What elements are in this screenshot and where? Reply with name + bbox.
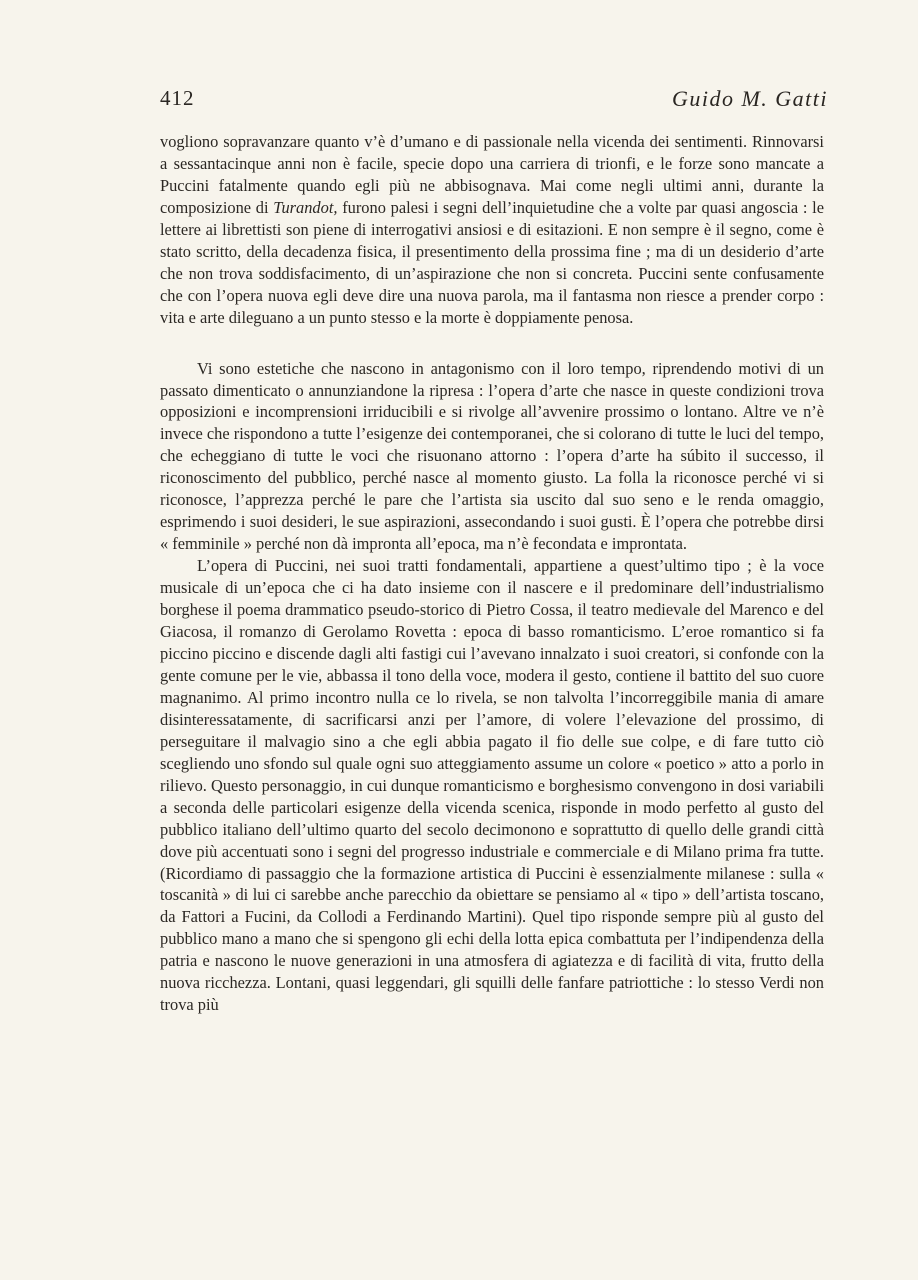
paragraph-1-text: vogliono sopravanzare quanto v’è d’umano e di passionale nella vicenda dei sentimenti. Rinnovarsi a sessantacinque anni non è facile, specie dopo una carriera di trionfi, e le forze sono mancate a Puccini fatalmente quando egli più ne abbisognava. Mai come negli ultimi anni, durante la composizione di <box>160 132 824 217</box>
paragraph-2: Vi sono estetiche che nascono in antagonismo con il loro tempo, riprendendo motivi di un passato dimenticato o annunziandone la ripresa : l’opera d’arte che nasce in queste condizioni trova opposizioni e incomprensioni irriducibili e si rivolge all’avvenire prossimo o lontano. Altre ve n’è invece che rispondono a tutte l’esigenze dei contemporanei, che si colorano di tutte le luci del tempo, che echeggiano di tutte le voci che risuonano attorno : l’opera d’arte ha súbito il successo, il riconoscimento del pubblico, perché nasce al momento giusto. La folla la riconosce perché vi si riconosce, l’apprezza perché le pare che l’artista sia uscito dal suo seno e le renda omaggio, esprimendo i suoi desideri, le sue aspirazioni, assecondando i suoi gusti. È l’opera che potrebbe dirsi « femminile » perché non dà impronta all’epoca, ma n’è fecondata e improntata. <box>160 358 824 554</box>
body-text <box>160 131 824 1016</box>
paragraph-1-text-continued: furono palesi i segni dell’inquietudine che a volte par quasi angoscia : le lettere ai librettisti son piene di interrogativi ansiosi e di esitazioni. E non sempre è il segno, come è stato scritto, della decadenza fisica, il presentimento della prossima fine ; ma di un desiderio d’arte che non trova soddisfacimento, di un’aspirazione che non si concreta. Puccini sente confusamente che con l’opera nuova egli deve dire una nuova parola, ma il fantasma non riesce a prender corpo : vita e arte dileguano a un punto stesso e la morte è doppiamente penosa. <box>160 197 825 327</box>
page-number: 412 <box>160 86 195 110</box>
running-head: Guido M. Gatti <box>671 86 828 111</box>
paragraph-3: L’opera di Puccini, nei suoi tratti fondamentali, appartiene a quest’ultimo tipo ; è la voce musicale di un’epoca che ci ha dato insieme con il nascere e il predominare dell’industrialismo borghese il poema drammatico pseudo-storico di Pietro Cossa, il teatro medievale del Marenco e del Giacosa, il romanzo di Gerolamo Rovetta : epoca di basso romanticismo. L’eroe romantico si fa piccino piccino e discende dagli alti fastigi cui l’avevano innalzato i suoi creatori, si confonde con la gente comune per le vie, abbassa il tono della voce, modera il gesto, contiene il battito del suo cuore magnanimo. Al primo incontro nulla ce lo rivela, se non talvolta l’incorreggibile mania di amare disinteressatamente, di sacrificarsi anzi per l’amore, di volere l’elevazione del prossimo, di perseguitare il malvagio sino a che egli abbia pagato il fio delle sue colpe, e di fare tutto ciò scegliendo uno sfondo sul quale ogni suo atteggiamento assume un colore « poetico » atto a porlo in rilievo. Questo personaggio, in cui dunque romanticismo e borghesismo convengono in dosi variabili a seconda delle particolari esigenze della vicenda scenica, risponde in modo perfetto al gusto del pubblico italiano dell’ultimo quarto del secolo decimonono e soprattutto di quello delle grandi città dove più accentuati sono i segni del progresso industriale e commerciale e di Milano prima fra tutte. (Ricordiamo di passaggio che la formazione artistica di Puccini è essenzialmente milanese : sulla « toscanità » di lui ci sarebbe anche parecchio da obiettare se pensiamo al « tipo » dell’artista toscano, da Fattori a Fucini, da Collodi a Ferdinando Martini). Quel tipo risponde sempre più al gusto del pubblico mano a mano che si spengono gli echi della lotta epica combattuta per l’indipendenza della patria e nascono le nuove generazioni in una atmosfera di agiatezza e di facilità di vita, frutto della nuova ricchezza. Lontani, quasi leggendari, gli squilli delle fanfare patriottiche : lo stesso Verdi non trova più <box>160 556 824 1015</box>
page-header <box>160 84 828 118</box>
paragraph-1 <box>160 131 824 329</box>
opera-title: Turandot, <box>273 197 338 217</box>
